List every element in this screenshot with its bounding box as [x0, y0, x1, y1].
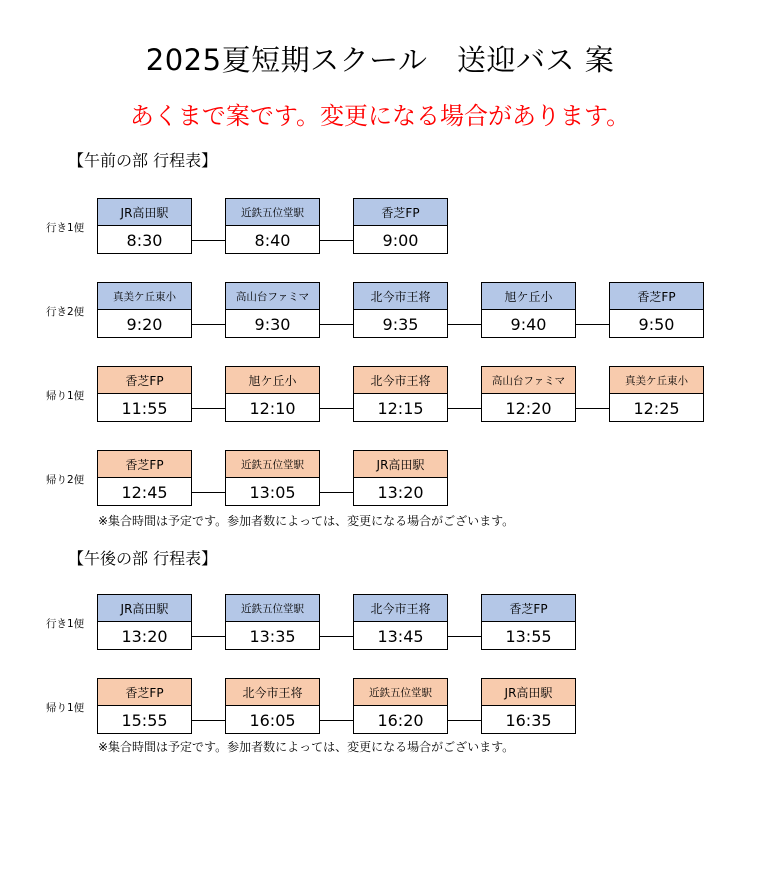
morning-route-3 [0, 366, 760, 426]
stop-time: 13:55 [505, 626, 552, 646]
stop-name: 高山台ファミマ [226, 283, 319, 310]
stop-time: 15:55 [121, 710, 168, 730]
stop-time: 13:20 [377, 482, 424, 502]
morning-heading: 【午前の部 行程表】 [68, 151, 218, 170]
bus-stop [97, 678, 192, 734]
bus-stop [609, 366, 704, 422]
route-label: 行き1便 [46, 222, 85, 234]
route-label: 帰り2便 [46, 474, 85, 486]
page-title: 2025夏短期スクール 送迎バス 案 [145, 43, 615, 77]
stop-name: JR高田駅 [98, 595, 191, 622]
stop-name: 北今市王将 [354, 367, 447, 394]
stop-time: 12:15 [377, 398, 424, 418]
stop-time: 9:35 [382, 314, 419, 334]
stop-time: 16:35 [505, 710, 552, 730]
bus-stop [225, 282, 320, 338]
bus-stop [353, 594, 448, 650]
page-subtitle: あくまで案です。変更になる場合があります。 [129, 102, 631, 130]
stop-name: JR高田駅 [98, 199, 191, 226]
stop-time: 13:45 [377, 626, 424, 646]
route-label: 行き2便 [46, 306, 85, 318]
bus-stop [97, 198, 192, 254]
stop-time: 12:10 [249, 398, 296, 418]
stop-time: 13:20 [121, 626, 168, 646]
bus-stop [225, 450, 320, 506]
stop-time: 12:20 [505, 398, 552, 418]
stop-name: 高山台ファミマ [482, 367, 575, 394]
bus-stop [481, 678, 576, 734]
stop-name: 北今市王将 [226, 679, 319, 706]
route-connector-line [145, 636, 529, 637]
bus-stop [353, 678, 448, 734]
stop-time: 9:40 [510, 314, 547, 334]
bus-stop [97, 282, 192, 338]
stop-name: 近鉄五位堂駅 [226, 595, 319, 622]
route-label: 帰り1便 [46, 702, 85, 714]
stop-name: 真美ケ丘東小 [610, 367, 703, 394]
bus-stop [353, 450, 448, 506]
bus-stop [481, 366, 576, 422]
stop-time: 12:25 [633, 398, 680, 418]
bus-stop [97, 366, 192, 422]
stop-name: 北今市王将 [354, 283, 447, 310]
route-label: 帰り1便 [46, 390, 85, 402]
stop-time: 9:00 [382, 230, 419, 250]
route-label: 行き1便 [46, 618, 85, 630]
stop-name: 香芝FP [354, 199, 447, 226]
bus-stop [225, 594, 320, 650]
stop-name: 真美ケ丘東小 [98, 283, 191, 310]
bus-stop [97, 450, 192, 506]
afternoon-route-2 [0, 678, 760, 738]
stop-name: 北今市王将 [354, 595, 447, 622]
afternoon-note: ※集合時間は予定です。参加者数によっては、変更になる場合がございます。 [98, 740, 515, 754]
stop-name: 近鉄五位堂駅 [354, 679, 447, 706]
stop-time: 13:05 [249, 482, 296, 502]
stop-time: 8:40 [254, 230, 291, 250]
bus-stop [609, 282, 704, 338]
stop-time: 9:30 [254, 314, 291, 334]
bus-stop [353, 282, 448, 338]
stop-name: 香芝FP [482, 595, 575, 622]
stop-name: 旭ケ丘小 [226, 367, 319, 394]
stop-time: 16:05 [249, 710, 296, 730]
stop-name: 香芝FP [98, 679, 191, 706]
morning-note: ※集合時間は予定です。参加者数によっては、変更になる場合がございます。 [98, 514, 515, 528]
bus-stop [225, 678, 320, 734]
bus-stop [225, 366, 320, 422]
bus-stop [481, 282, 576, 338]
stop-name: JR高田駅 [482, 679, 575, 706]
route-connector-line [145, 720, 529, 721]
bus-stop [353, 198, 448, 254]
bus-stop [481, 594, 576, 650]
stop-time: 16:20 [377, 710, 424, 730]
morning-route-1 [0, 198, 760, 258]
afternoon-route-1 [0, 594, 760, 654]
bus-stop [97, 594, 192, 650]
afternoon-heading: 【午後の部 行程表】 [68, 549, 218, 568]
morning-route-4 [0, 450, 760, 510]
stop-time: 9:20 [126, 314, 163, 334]
bus-stop [225, 198, 320, 254]
stop-name: 旭ケ丘小 [482, 283, 575, 310]
stop-name: 近鉄五位堂駅 [226, 199, 319, 226]
stop-name: 香芝FP [610, 283, 703, 310]
stop-time: 11:55 [121, 398, 168, 418]
stop-time: 13:35 [249, 626, 296, 646]
bus-stop [353, 366, 448, 422]
stop-time: 12:45 [121, 482, 168, 502]
stop-time: 8:30 [126, 230, 163, 250]
stop-time: 9:50 [638, 314, 675, 334]
stop-name: 近鉄五位堂駅 [226, 451, 319, 478]
morning-route-2 [0, 282, 760, 342]
stop-name: JR高田駅 [354, 451, 447, 478]
stop-name: 香芝FP [98, 451, 191, 478]
stop-name: 香芝FP [98, 367, 191, 394]
